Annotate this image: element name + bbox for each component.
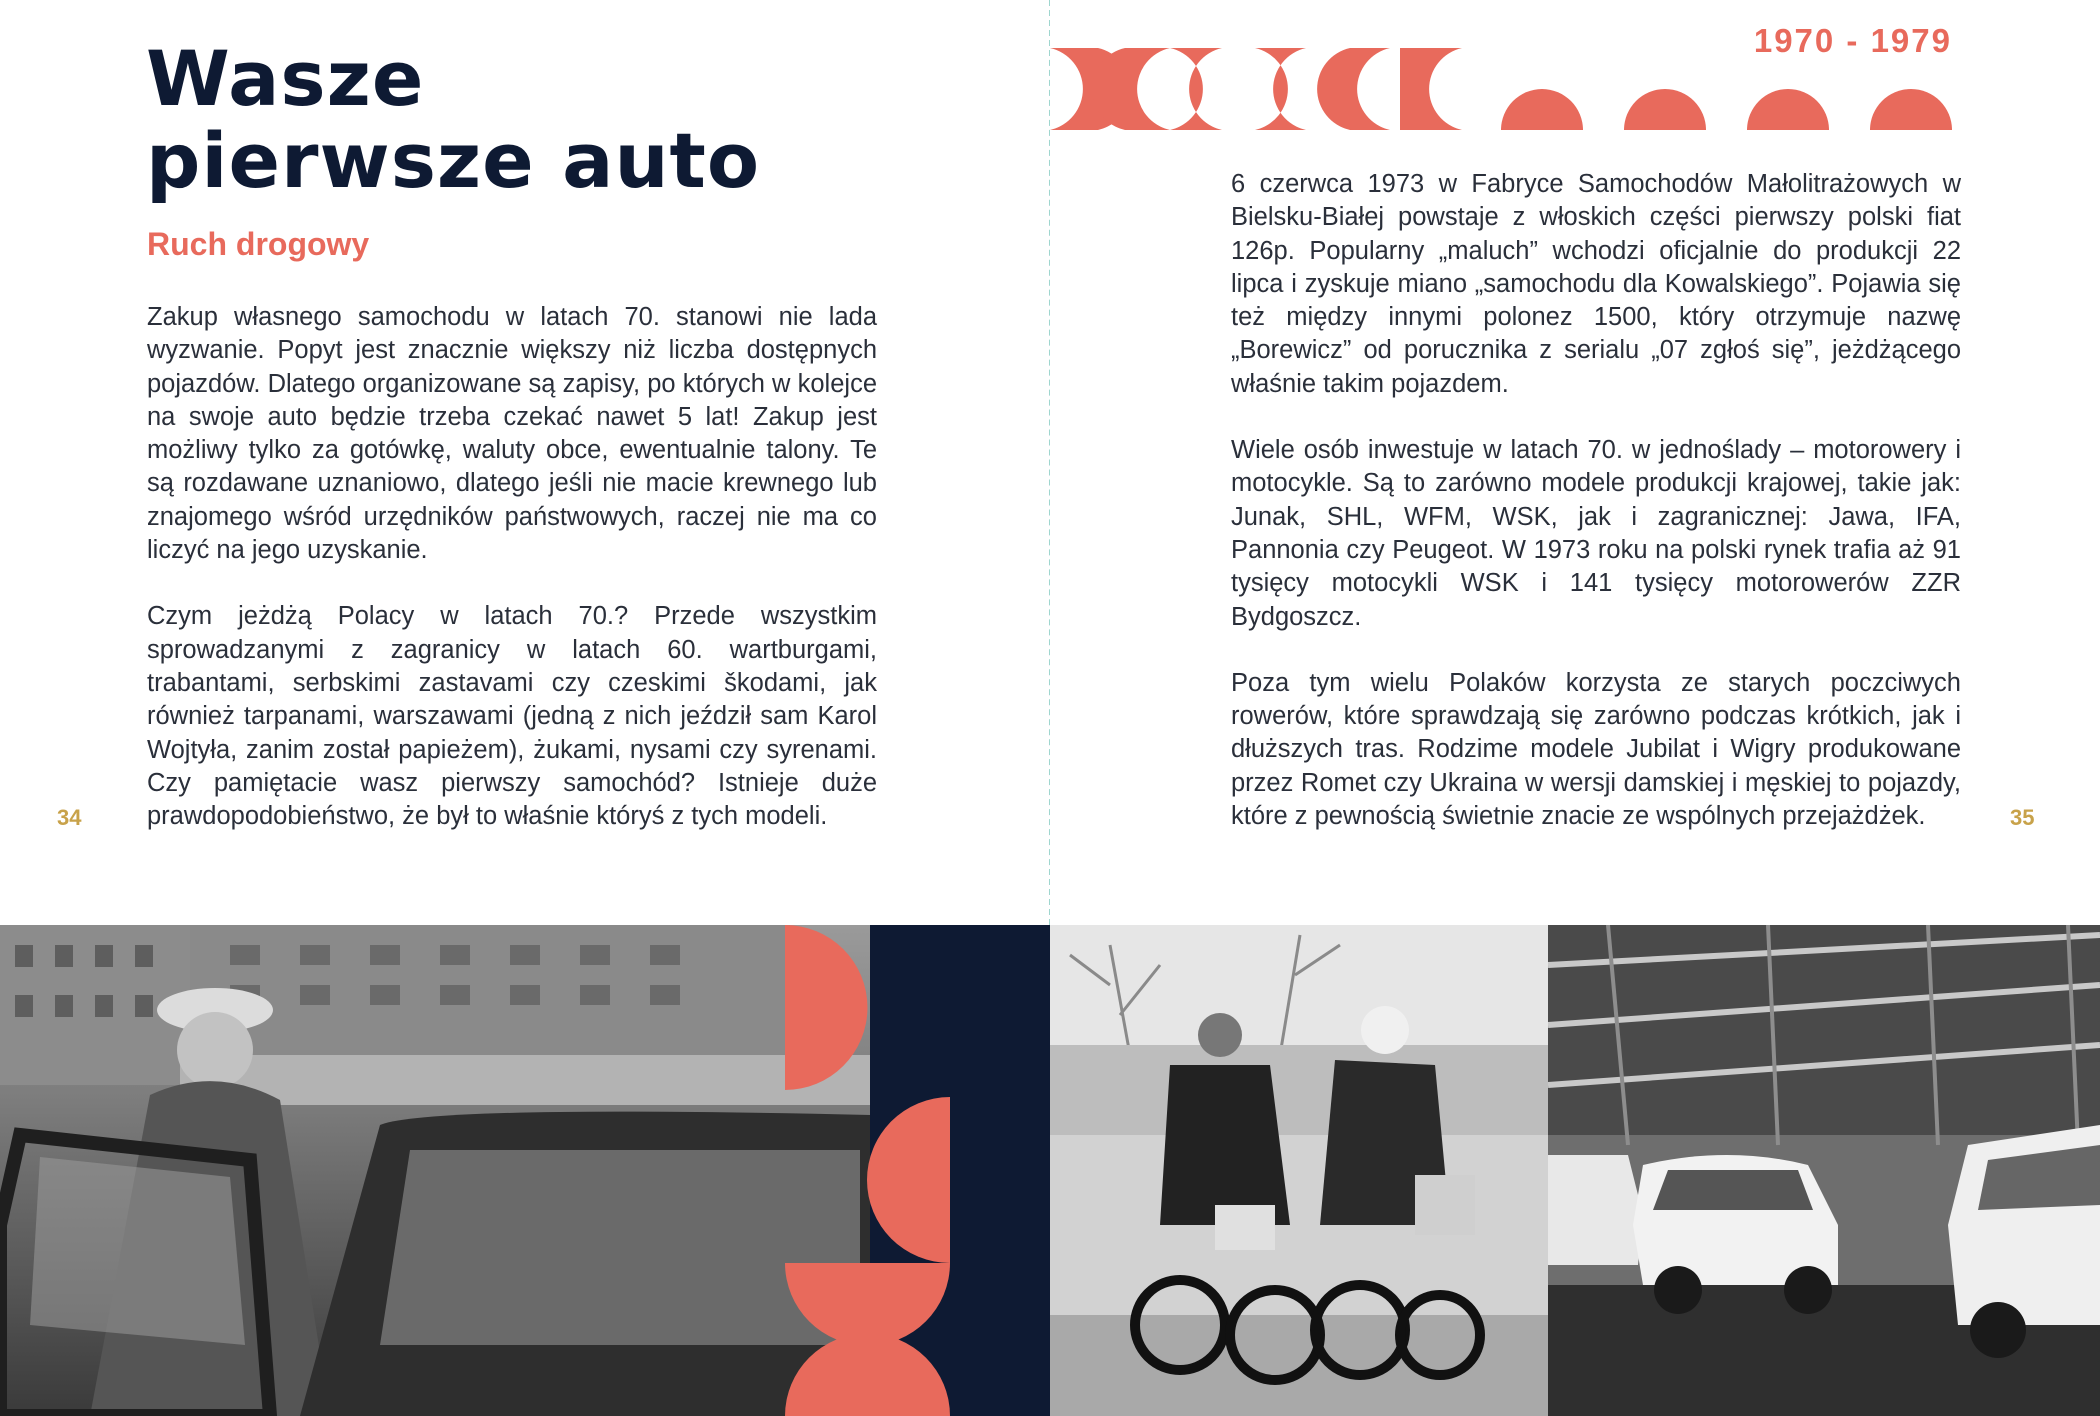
photo-fiat-factory xyxy=(1548,925,2100,1416)
photo-motorcyclists xyxy=(1050,925,1548,1416)
title-line-2: pierwsze auto xyxy=(146,116,761,205)
page-number-left: 34 xyxy=(57,805,82,830)
left-paragraph-2: Czym jeżdżą Polacy w latach 70.? Przede wszystkim sprowadzanymi z zagranicy w latach 60. wartburgami, trabantami, serbskimi zastavami czy czeskimi škodami, jak również tarpanami, warszawami (jedną z nich jeździł sam Karol Wojtyła, zanim został papieżem), żukami, nysami czy syrenami. Czy pamiętacie wasz pierwszy samochód? Istnieje duże prawdopodobieństwo, że był to właśnie któryś z tych modeli. xyxy=(147,602,877,831)
title-line-1: Wasze xyxy=(146,34,425,123)
right-paragraph-1: 6 czerwca 1973 w Fabryce Samochodów Małolitrażowych w Bielsku-Białej powstaje z włoskich części pierwszy polski fiat 126p. Popularny „maluch” wchodzi oficjalnie do produkcji 22 lipca i zyskuje miano „samochodu dla Kowalskiego”. Pojawia się też między innymi polonez 1500, który otrzymuje nazwę „Borewicz” od porucznika z serialu „07 zgłoś się”, jeżdżącego właśnie takim pojazdem. xyxy=(1231,170,1961,398)
decade-label: 1970 - 1979 xyxy=(1753,22,1952,59)
page-number-right: 35 xyxy=(2010,805,2035,830)
right-paragraph-2: Wiele osób inwestuje w latach 70. w jednoślady – motorowery i motocykle. Są to zarówno modele produkcji krajowej, takie jak: Junak, SHL, WFM, WSK, jak i zagranicznej: Jawa, IFA, Pannonia czy Peugeot. W 1973 roku na polski rynek trafia aż 91 tysięcy motocykli WSK i 141 tysięcy motorowerów ZZR Bydgoszcz. xyxy=(1231,436,1961,631)
page-title xyxy=(146,34,761,205)
section-subtitle: Ruch drogowy xyxy=(147,226,370,262)
right-paragraph-3: Poza tym wielu Polaków korzysta ze starych poczciwych rowerów, które sprawdzają się zarówno podczas krótkich, jak i dłuższych tras. Rodzime modele Jubilat i Wigry produkowane przez Romet czy Ukraina w wersji damskiej i męskiej to pojazdy, które z pewnością świetnie znacie ze wspólnych przejażdżek. xyxy=(1231,668,1961,831)
left-body-text xyxy=(147,301,877,866)
decorative-shapes-top xyxy=(1050,48,1970,132)
right-page xyxy=(1050,0,2100,1416)
left-paragraph-1: Zakup własnego samochodu w latach 70. stanowi nie lada wyzwanie. Popyt jest znacznie większy niż liczba dostępnych pojazdów. Dlatego organizowane są zapisy, po których w kolejce na swoje auto będzie trzeba czekać nawet 5 lat! Zakup jest możliwy tylko za gotówkę, waluty obce, ewentualnie talony. Te są rozdawane uznaniowo, dlatego jeśli nie macie krewnego lub znajomego wśród urzędników państwowych, raczej nie ma co liczyć na jego uzyskanie. xyxy=(147,303,877,565)
right-body-text xyxy=(1231,168,1961,866)
photo-woman-with-car xyxy=(0,925,1050,1416)
